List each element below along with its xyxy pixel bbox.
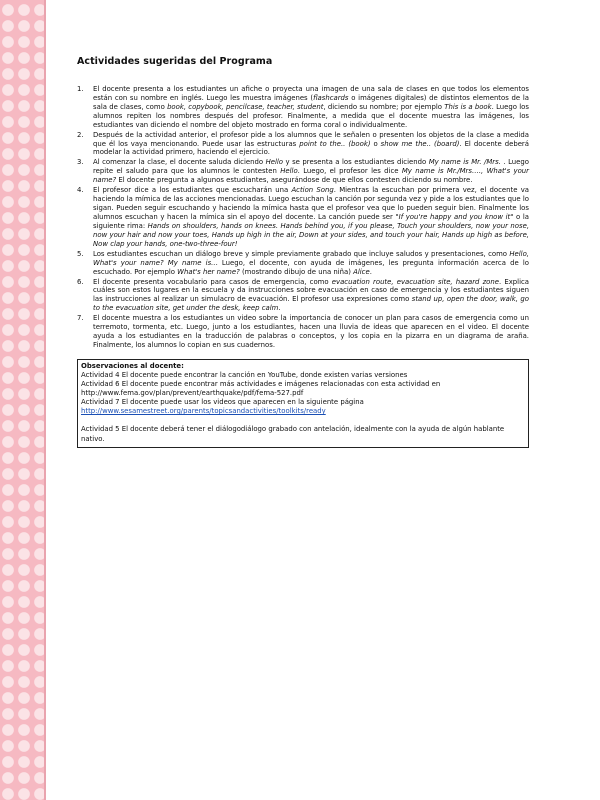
binder-edge-line [44,0,46,800]
activity-text: " o la siguiente rima: [93,212,530,230]
activity-number: 3. [77,158,84,167]
observaciones-spacer [81,416,525,425]
activity-text: o imágenes digitales) de distintos elementos de la sala de clases, como [93,93,529,111]
activity-text: . Mientras la escuchan por primera vez, el docente va haciendo la mímica de las acciones mencionadas. Luego escuchan la canción por segunda vez y pide a los estudiantes que lo sigan. Pueden seguir escuchando y haciendo la mímica hasta que el profesor vea que lo pueden seguir bien. Finalmente los alumnos escuchan y hacen la mímica sin el apoyo del docente. La canción puede ser " [93,186,529,221]
activity-text: Hello, What's your name? My name is.. [93,249,529,267]
activity-text: point to the.. (book) [299,139,371,148]
activity-text: El docente muestra a los estudiantes un video sobre la importancia de conocer un plan para casos de emergencia como un terremoto, tormenta, etc. Luego, junto a los estudiantes, hacen una lluvia de ideas que aparecen en el video. El docente ayuda a los estudiantes en la traducción de palabras o conceptos, y los copia en la pizarra en un diagrama de araña. Finalmente, los alumnos lo copian en sus cuadernos. [93,314,529,349]
activity-text: Al comenzar la clase, el docente saluda diciendo [93,158,266,167]
document-body [77,56,529,448]
activity-text: Action Song [291,186,334,195]
activity-text: book, copybook, pencilcase, teacher, student [167,102,324,111]
activity-text: Hands on shoulders, hands on knees. Hands behind you, if you please, Touch your shoulders, now your nose, now your hair and now your toes, Hands up high in the air, Down at your sides, and touch your hair, Hands up high as before, Now clap your hands, one-two-three-four! [93,221,530,248]
activity-text: . [369,267,372,276]
activity-text: Después de la actividad anterior, el profesor pide a los alumnos que le señalen o presenten los objetos de la clase a medida que él los vaya mencionando. Puede usar las estructuras [93,130,529,148]
activity-text: flashcards [313,93,349,102]
activity-text: If you're happy and you know it [398,212,511,221]
activity-text: El profesor dice a los estudiantes que escucharán una [93,186,292,195]
activity-text: Hello [280,167,298,176]
observaciones-header: Observaciones al docente: [81,361,184,370]
activity-number: 1. [77,85,84,93]
activity-text: . Luego repite el saludo para que los alumnos le contesten [93,158,529,176]
activity-text: . Luego, el docente, con ayuda de imágenes, les pregunta información acerca de lo escuchado. Por ejemplo [93,258,529,276]
activity-text: . Luego los alumnos repiten los nombres después del profesor. Finalmente, a medida que el docente muestra las imágenes, los estudiantes van diciendo el nombre del objeto mostrado en forma coral o individualmente. [93,102,529,129]
activity-number: 6. [77,277,84,286]
observaciones-line: Actividad 4 El docente puede encontrar la canción en YouTube, donde existen varias versiones [81,370,408,379]
activity-item [77,85,529,130]
activity-text: My name is Mr. /Mrs. [428,158,501,167]
page-title: Actividades sugeridas del Programa [77,56,273,67]
activity-text: (mostrando dibujo de una niña) [239,267,354,276]
activity-text: . [278,304,281,313]
activity-text: El docente presenta a los estudiantes un afiche o proyecta una imagen de una sala de clases en que todos los elementos están con su nombre en inglés. Luego les muestra imágenes ( [93,85,529,102]
observaciones-box [77,359,529,448]
activity-text: . El docente deberá modelar la actividad primero, haciendo el ejercicio. [93,139,529,157]
activity-text: evacuation route, evacuation site, hazard zone [331,277,500,286]
activity-text: o [370,139,381,148]
binder-margin-decoration [0,0,44,800]
activity-text: stand up, open the door, walk, go to the evacuation site, get under the desk, keep calm [93,295,529,313]
observaciones-line: Actividad 7 El docente puede usar los videos que aparecen en la siguiente página [81,398,364,407]
activity-number: 4. [77,186,84,195]
activity-text: This is a book [444,102,492,111]
activity-text: Los estudiantes escuchan un diálogo breve y simple previamente grabado que incluye saludos y presentaciones, como [93,249,510,258]
activity-text: . Explica cuáles son estos lugares en la escuela y da instrucciones sobre evacuación en caso de emergencia y los estudiantes siguen las instrucciones al realizar un simulacro de evacuación. El profesor usa expresiones como [93,277,530,304]
activity-text: , diciendo su nombre; por ejemplo [323,102,445,111]
activity-number: 7. [77,314,84,323]
activity-item [77,158,529,185]
activity-text: What's her name? [177,267,240,276]
activity-text: El docente pregunta a algunos estudiantes, asegurándose de que ellos contesten diciendo su nombre. [116,176,473,185]
activity-number: 5. [77,249,84,258]
observaciones-note: Actividad 5 El docente deberá tener el diálogodiálogo grabado con antelación, idealmente con la ayuda de algún hablante nativo. [81,425,505,443]
observaciones-line: Actividad 6 El docente puede encontrar más actividades e imágenes relacionadas con esta actividad en [81,380,441,389]
activities-list [77,85,529,350]
activity-item [77,250,529,277]
activity-text: My name is Mr./Mrs…., What's your name? [93,167,529,185]
activity-text: . Luego, el profesor les dice [297,167,402,176]
sesamestreet-link[interactable]: http://www.sesamestreet.org/parents/topicsandactivities/toolkits/ready [81,407,326,416]
activity-text: Alice [353,267,370,276]
activity-item [77,278,529,314]
activity-text: y se presenta a los estudiantes diciendo [283,158,429,167]
activity-item [77,186,529,248]
observaciones-line: http://www.fema.gov/plan/prevent/earthquake/pdf/fema-527.pdf [81,389,304,398]
activity-text: El docente presenta vocabulario para casos de emergencia, como [93,277,332,286]
activity-number: 2. [77,130,84,139]
activity-item [77,131,529,158]
activity-item [77,314,529,350]
activity-text: Hello [265,158,284,167]
activity-text: show me the.. (board) [380,139,460,148]
